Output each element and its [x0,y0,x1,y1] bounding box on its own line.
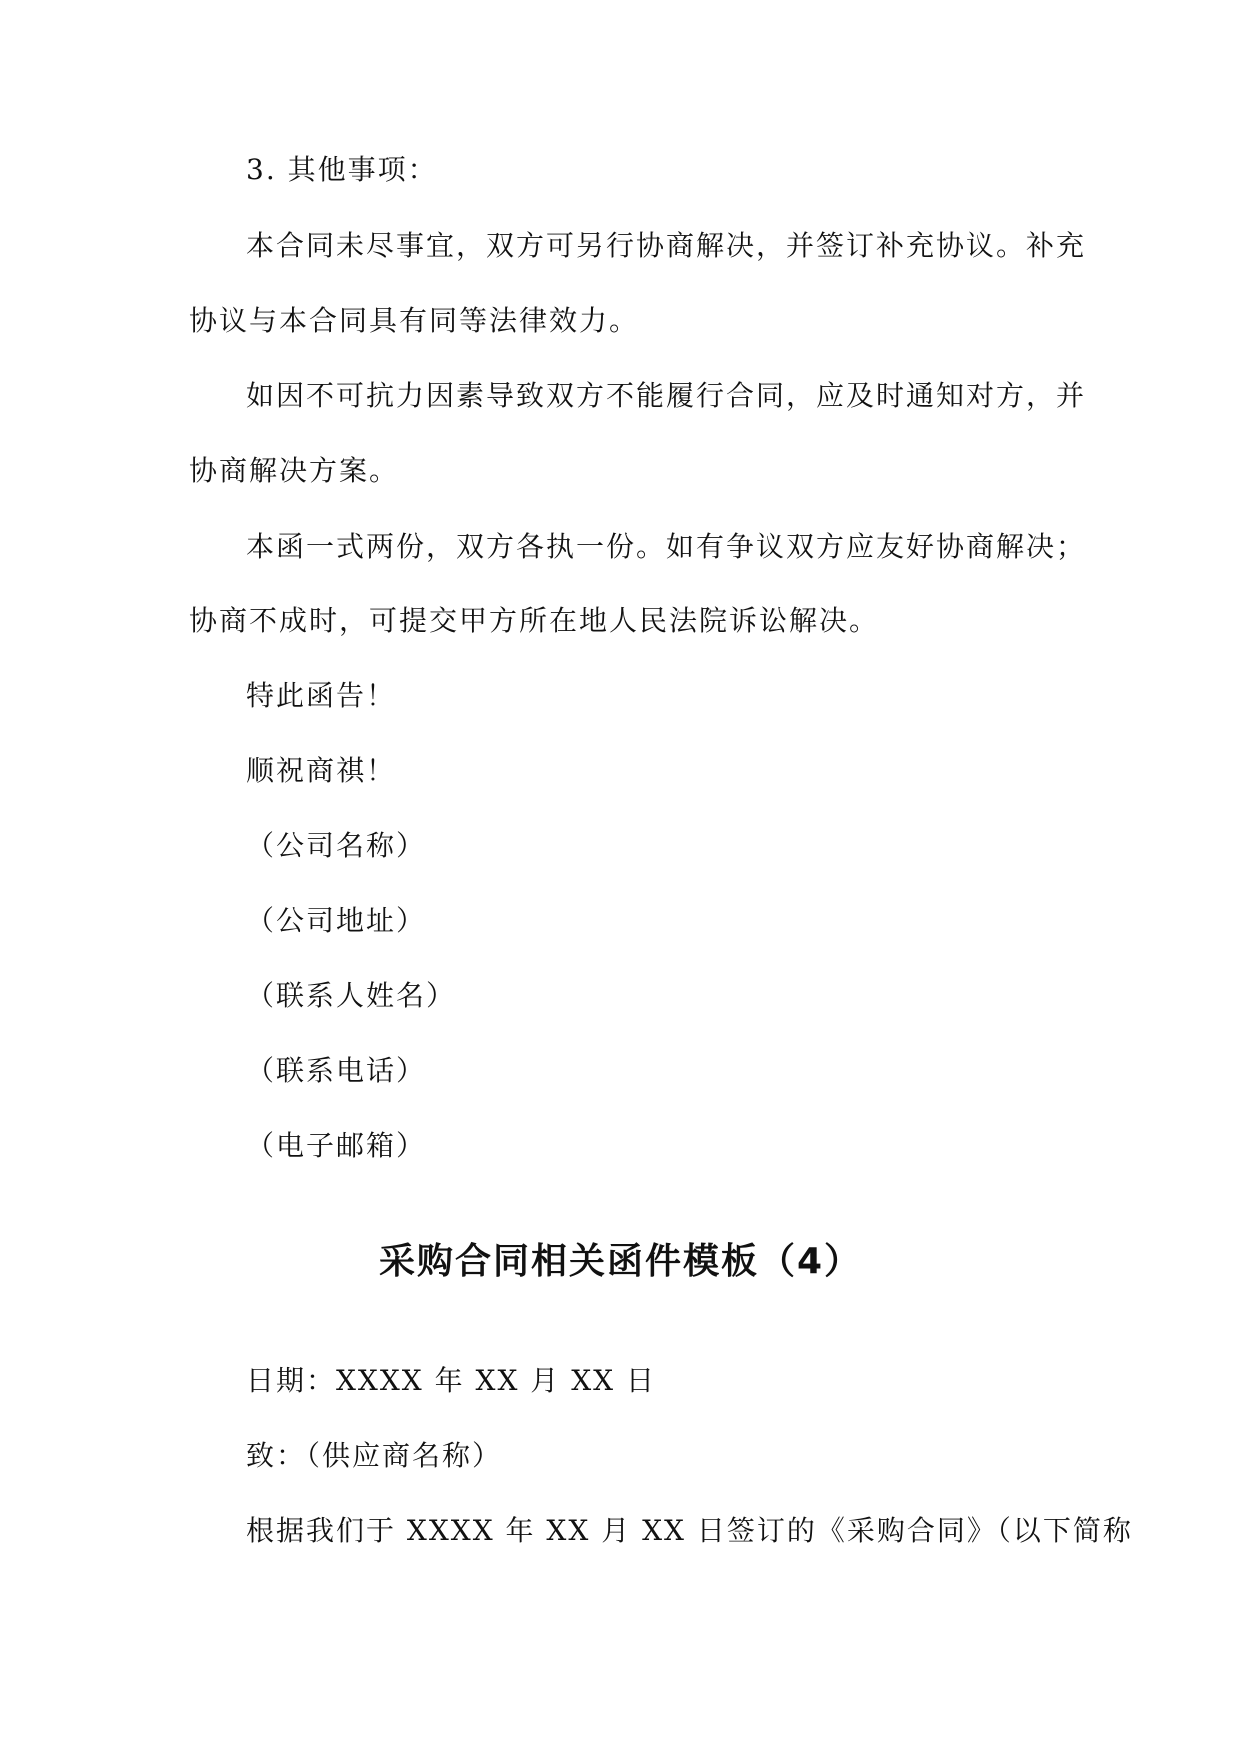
signature-email: （电子邮箱） [246,1129,427,1162]
closing-wishes: 顺祝商祺！ [246,754,397,787]
paragraph-line: 本函一式两份，双方各执一份。如有争议双方应友好协商解决； [246,530,1087,563]
template-title: 采购合同相关函件模板（4） [378,1241,863,1282]
letter-date: 日期：XXXX 年 XX 月 XX 日 [246,1364,656,1397]
paragraph-line: 本合同未尽事宜，双方可另行协商解决，并签订补充协议。补充 [246,229,1087,262]
signature-company-name: （公司名称） [246,829,427,862]
paragraph-line: 如因不可抗力因素导致双方不能履行合同，应及时通知对方，并 [246,379,1087,412]
paragraph-line: 协商不成时，可提交甲方所在地人民法院诉讼解决。 [189,604,880,637]
signature-contact-name: （联系人姓名） [246,979,457,1012]
signature-company-address: （公司地址） [246,904,427,937]
signature-contact-phone: （联系电话） [246,1054,427,1087]
closing-notice: 特此函告！ [246,679,397,712]
section-heading: 3. 其他事项： [246,153,438,186]
letter-recipient: 致：（供应商名称） [246,1439,503,1472]
paragraph-line: 根据我们于 XXXX 年 XX 月 XX 日签订的《采购合同》（以下简称 [246,1514,1133,1547]
paragraph-line: 协议与本合同具有同等法律效力。 [189,304,640,337]
paragraph-line: 协商解决方案。 [189,454,400,487]
